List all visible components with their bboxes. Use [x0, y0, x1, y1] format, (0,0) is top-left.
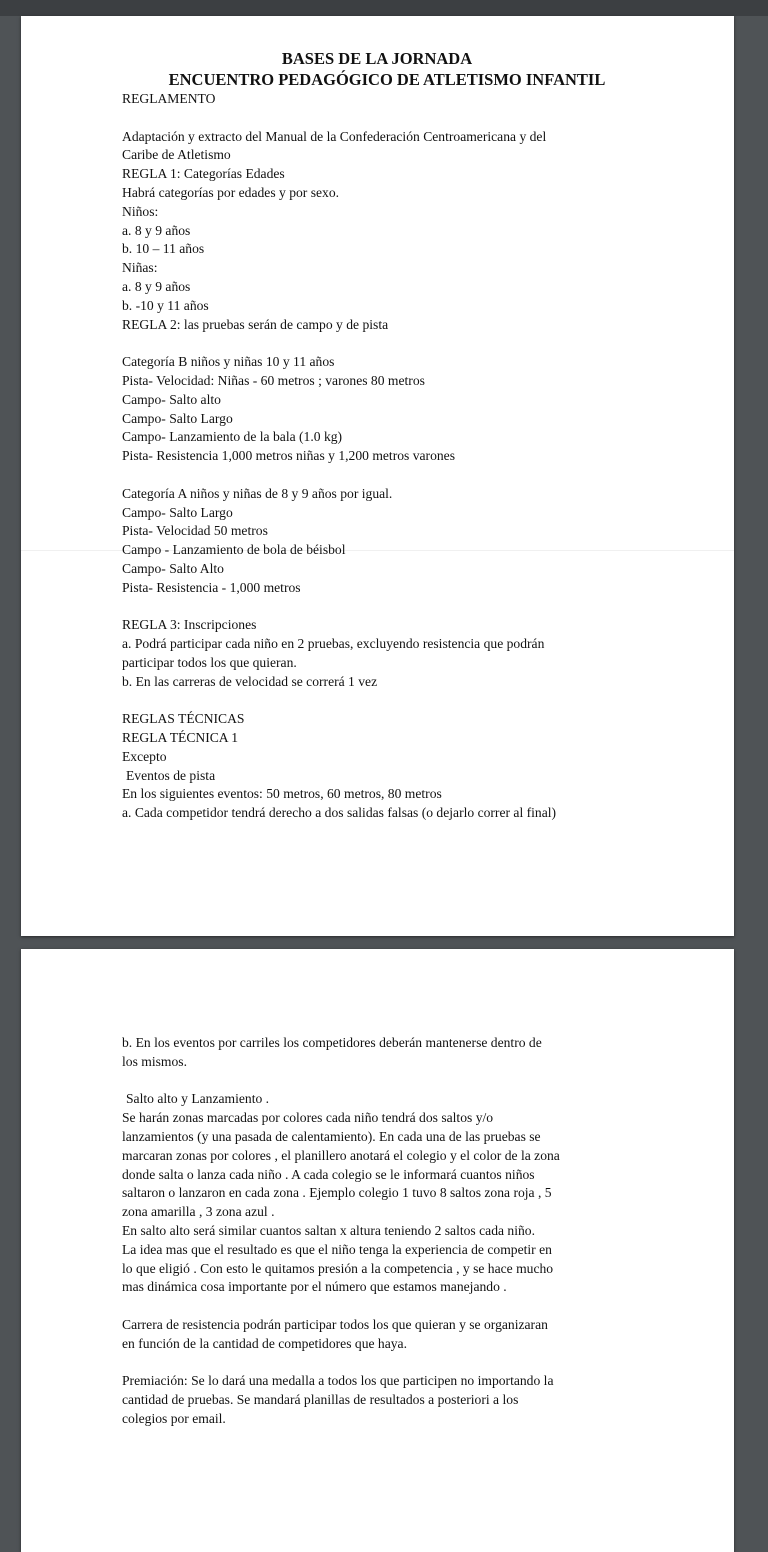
categoria-a-item: Pista- Velocidad 50 metros	[122, 523, 268, 539]
carriles-line-1: b. En los eventos por carriles los competidores deberán mantenerse dentro de	[122, 1035, 542, 1050]
document-title	[122, 48, 632, 90]
viewer-toolbar	[0, 0, 768, 16]
premiacion: cantidad de pruebas. Se mandará planillas de resultados a posteriori a los	[122, 1392, 519, 1408]
document-page-1	[21, 16, 734, 936]
salidas-falsas: a. Cada competidor tendrá derecho a dos salidas falsas (o dejarlo correr al final)	[122, 805, 557, 821]
regla-3-a-line-2: participar todos los que quieran.	[122, 654, 297, 670]
premiacion: colegios por email.	[122, 1410, 226, 1426]
regla-3-b: b. En las carreras de velocidad se correrá 1 vez	[122, 673, 378, 689]
categoria-b-title: Categoría B niños y niñas 10 y 11 años	[122, 354, 335, 370]
ninas-label: Niñas:	[122, 260, 158, 276]
categoria-b-item: Campo- Salto alto	[122, 391, 221, 407]
zonas-text: saltaron o lanzaron en cada zona . Ejemplo colegio 1 tuvo 8 saltos zona roja , 5	[122, 1185, 552, 1201]
idea-text: lo que eligió . Con esto le quitamos presión a la competencia , y se hace mucho	[122, 1260, 554, 1276]
categoria-b-item: Campo- Lanzamiento de la bala (1.0 kg)	[122, 429, 343, 445]
zonas-text: lanzamientos (y una pasada de calentamiento). En cada una de las pruebas se	[122, 1128, 541, 1144]
zonas-text: donde salta o lanza cada niño . A cada colegio se le informará cuantos niños	[122, 1166, 535, 1182]
regla-3-a-line-1: a. Podrá participar cada niño en 2 pruebas, excluyendo resistencia que podrán	[122, 636, 545, 652]
carriles-line-2: los mismos.	[122, 1053, 187, 1069]
categoria-a-title: Categoría A niños y niñas de 8 y 9 años por igual.	[122, 485, 393, 501]
subtitle-reglamento: REGLAMENTO	[122, 91, 216, 106]
zonas-text: Se harán zonas marcadas por colores cada niño tendrá dos saltos y/o	[122, 1110, 494, 1126]
ninos-label: Niños:	[122, 203, 159, 219]
ninas-a: a. 8 y 9 años	[122, 278, 191, 294]
document-page-2	[21, 949, 734, 1552]
reglas-tecnicas-title: REGLAS TÉCNICAS	[122, 711, 245, 727]
title-line-1: BASES DE LA JORNADA	[281, 49, 473, 68]
regla-tecnica-1: REGLA TÉCNICA 1	[122, 730, 239, 746]
categoria-b-item: Pista- Velocidad: Niñas - 60 metros ; varones 80 metros	[122, 372, 425, 388]
salto-alto-title: Salto alto y Lanzamiento .	[126, 1091, 270, 1107]
carrera-resistencia: Carrera de resistencia podrán participar todos los que quieran y se organizaran	[122, 1316, 548, 1332]
categoria-b-item: Pista- Resistencia 1,000 metros niñas y 1,200 metros varones	[122, 448, 455, 464]
regla-2: REGLA 2: las pruebas serán de campo y de pista	[122, 316, 389, 332]
salto-alto-altura: En salto alto será similar cuantos saltan x altura teniendo 2 saltos cada niño.	[122, 1222, 535, 1238]
render-seam	[21, 550, 734, 551]
categoria-a-item: Campo- Salto Alto	[122, 560, 224, 576]
excepto: Excepto	[122, 748, 167, 764]
page-1-content	[122, 48, 642, 823]
page-2-content	[122, 1034, 642, 1429]
eventos-list: En los siguientes eventos: 50 metros, 60 metros, 80 metros	[122, 786, 442, 802]
title-line-2: ENCUENTRO PEDAGÓGICO DE ATLETISMO INFANTIL	[168, 70, 606, 89]
carrera-resistencia: en función de la cantidad de competidores que haya.	[122, 1335, 407, 1351]
categoria-a-item: Campo- Salto Largo	[122, 504, 233, 520]
regla-3-title: REGLA 3: Inscripciones	[122, 617, 257, 633]
categoria-b-item: Campo- Salto Largo	[122, 410, 233, 426]
intro-line-1: Adaptación y extracto del Manual de la Confederación Centroamericana y del	[122, 128, 547, 144]
eventos-de-pista: Eventos de pista	[126, 767, 216, 783]
regla-1-text: Habrá categorías por edades y por sexo.	[122, 184, 340, 200]
zonas-text: zona amarilla , 3 zona azul .	[122, 1204, 275, 1220]
zonas-text: marcaran zonas por colores , el planillero anotará el colegio y el color de la zona	[122, 1147, 560, 1163]
idea-text: mas dinámica cosa importante por el número que estamos manejando .	[122, 1279, 507, 1295]
premiacion: Premiación: Se lo dará una medalla a todos los que participen no importando la	[122, 1373, 554, 1389]
categoria-a-item: Pista- Resistencia - 1,000 metros	[122, 579, 301, 595]
ninos-a: a. 8 y 9 años	[122, 222, 191, 238]
idea-text: La idea mas que el resultado es que el niño tenga la experiencia de competir en	[122, 1241, 552, 1257]
regla-1-title: REGLA 1: Categorías Edades	[122, 166, 285, 182]
categoria-a-item: Campo - Lanzamiento de bola de béisbol	[122, 542, 346, 558]
intro-line-2: Caribe de Atletismo	[122, 147, 231, 163]
ninos-b: b. 10 – 11 años	[122, 241, 205, 257]
ninas-b: b. -10 y 11 años	[122, 297, 209, 313]
